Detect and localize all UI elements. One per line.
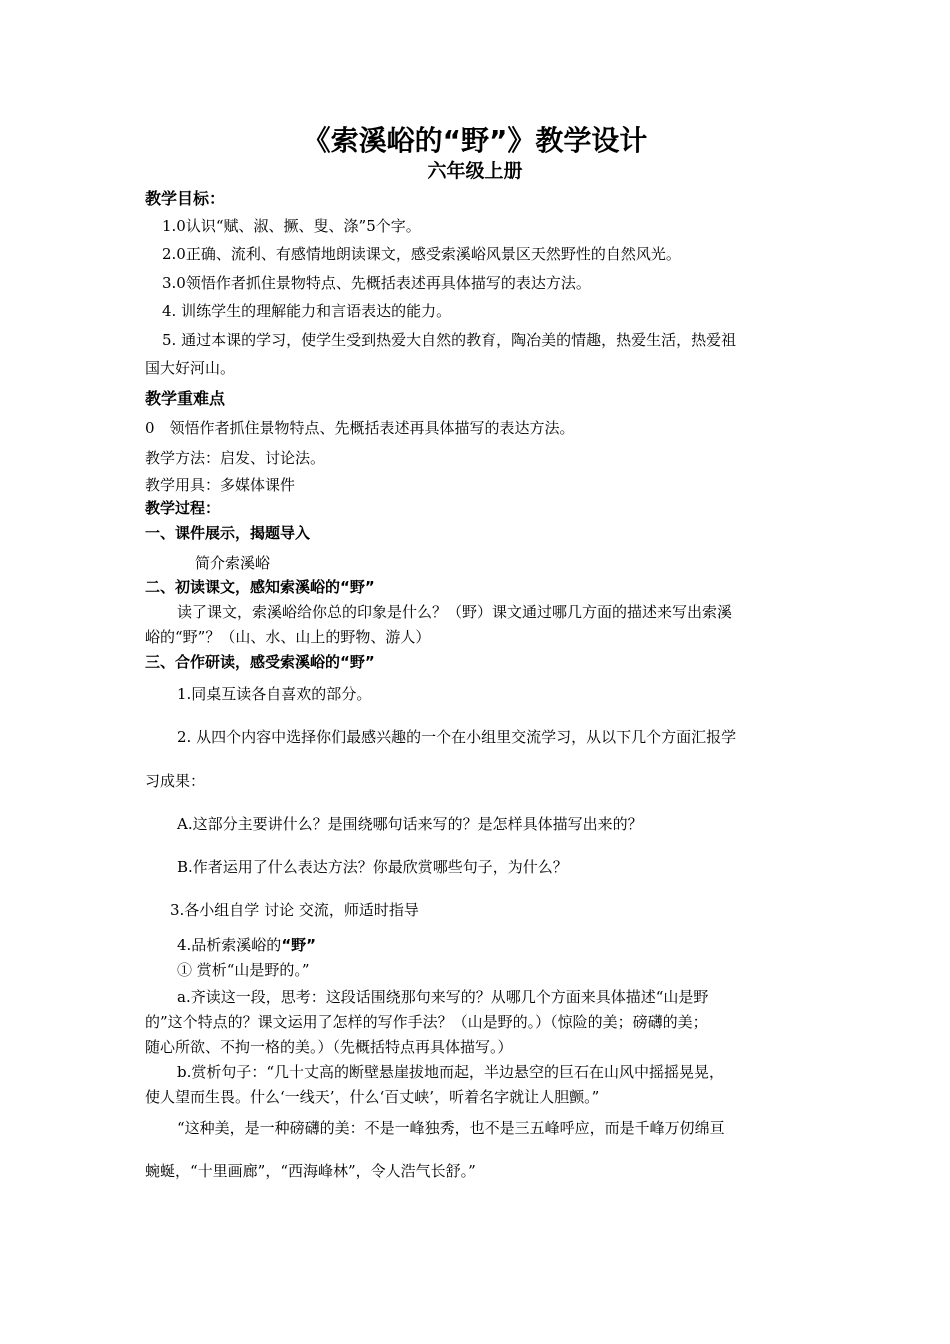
teaching-tools: 教学用具：多媒体课件 bbox=[145, 476, 296, 494]
step-4-bold: “野” bbox=[281, 936, 317, 954]
section-1-text: 简介索溪峪 bbox=[195, 554, 271, 572]
step-2-line: 2. 从四个内容中选择你们最感兴趣的一个在小组里交流学习，从以下几个方面汇报学 bbox=[177, 728, 737, 746]
objectives-heading: 教学目标： bbox=[145, 189, 226, 208]
step-1: 1.同桌互读各自喜欢的部分。 bbox=[177, 685, 372, 703]
objective-item: 1.0认识“赋、淑、撅、叟、涤”5个字。 bbox=[162, 217, 421, 235]
step-3: 3.各小组自学 讨论 交流，师适时指导 bbox=[170, 901, 419, 919]
section-2-line: 读了课文，索溪峪给你总的印象是什么？（野）课文通过哪几方面的描述来写出索溪 bbox=[177, 603, 733, 621]
objective-item: 5. 通过本课的学习，使学生受到热爱大自然的教育，陶冶美的情趣，热爱生活，热爱祖 bbox=[162, 331, 737, 349]
step-2-question-a: A.这部分主要讲什么？是围绕哪句话来写的？是怎样具体描写出来的？ bbox=[177, 815, 643, 833]
key-points-heading: 教学重难点 bbox=[145, 389, 226, 408]
step-2-line: 习成果： bbox=[145, 772, 206, 790]
step-4-prefix: 4.品析索溪峪的 bbox=[177, 936, 282, 954]
quote-line: “这种美，是一种磅礴的美：不是一峰独秀，也不是三五峰呼应，而是千峰万仞绵亘 bbox=[177, 1119, 725, 1137]
sub-item-b-line: b.赏析句子：“几十丈高的断壁悬崖拔地而起，半边悬空的巨石在山风中摇摇晃晃， bbox=[177, 1063, 725, 1081]
objective-item: 3.0领悟作者抓住景物特点、先概括表述再具体描写的表达方法。 bbox=[162, 274, 591, 292]
objective-item: 4. 训练学生的理解能力和言语表达的能力。 bbox=[162, 302, 452, 320]
objective-item: 2.0正确、流利、有感情地朗读课文，感受索溪峪风景区天然野性的自然风光。 bbox=[162, 245, 681, 263]
sub-item-1: ① 赏析“山是野的。” bbox=[177, 961, 310, 979]
section-2-line: 峪的“野”？（山、水、山上的野物、游人） bbox=[145, 628, 431, 646]
process-heading: 教学过程： bbox=[145, 499, 221, 517]
sub-item-a-line: 随心所欲、不拘一格的美。）（先概括特点再具体描写。） bbox=[145, 1038, 513, 1056]
step-2-question-b: B.作者运用了什么表达方法？你最欣赏哪些句子，为什么？ bbox=[177, 858, 568, 876]
section-1-heading: 一、课件展示，揭题导入 bbox=[145, 524, 311, 542]
objective-item: 国大好河山。 bbox=[145, 359, 236, 377]
document-subtitle: 六年级上册 bbox=[427, 160, 523, 182]
sub-item-a-line: 的”这个特点的？课文运用了怎样的写作手法？（山是野的。）（惊险的美；磅礴的美； bbox=[145, 1013, 708, 1031]
section-2-heading: 二、初读课文，感知索溪峪的“野” bbox=[145, 578, 375, 596]
section-3-heading: 三、合作研读，感受索溪峪的“野” bbox=[145, 653, 375, 671]
step-4 bbox=[177, 934, 847, 956]
key-points-text: 0 领悟作者抓住景物特点、先概括表述再具体描写的表达方法。 bbox=[145, 419, 575, 437]
quote-line: 蜿蜒，“十里画廊”，“西海峰林”，令人浩气长舒。” bbox=[145, 1162, 476, 1180]
sub-item-b-line: 使人望而生畏。什么‘一线天’，什么‘百丈峡’，听着名字就让人胆颤。” bbox=[145, 1088, 600, 1106]
sub-item-a-line: a.齐读这一段，思考：这段话围绕那句来写的？从哪几个方面来具体描述“山是野 bbox=[177, 988, 709, 1006]
document-title: 《索溪峪的“野”》教学设计 bbox=[302, 124, 648, 157]
teaching-method: 教学方法：启发、讨论法。 bbox=[145, 449, 326, 467]
